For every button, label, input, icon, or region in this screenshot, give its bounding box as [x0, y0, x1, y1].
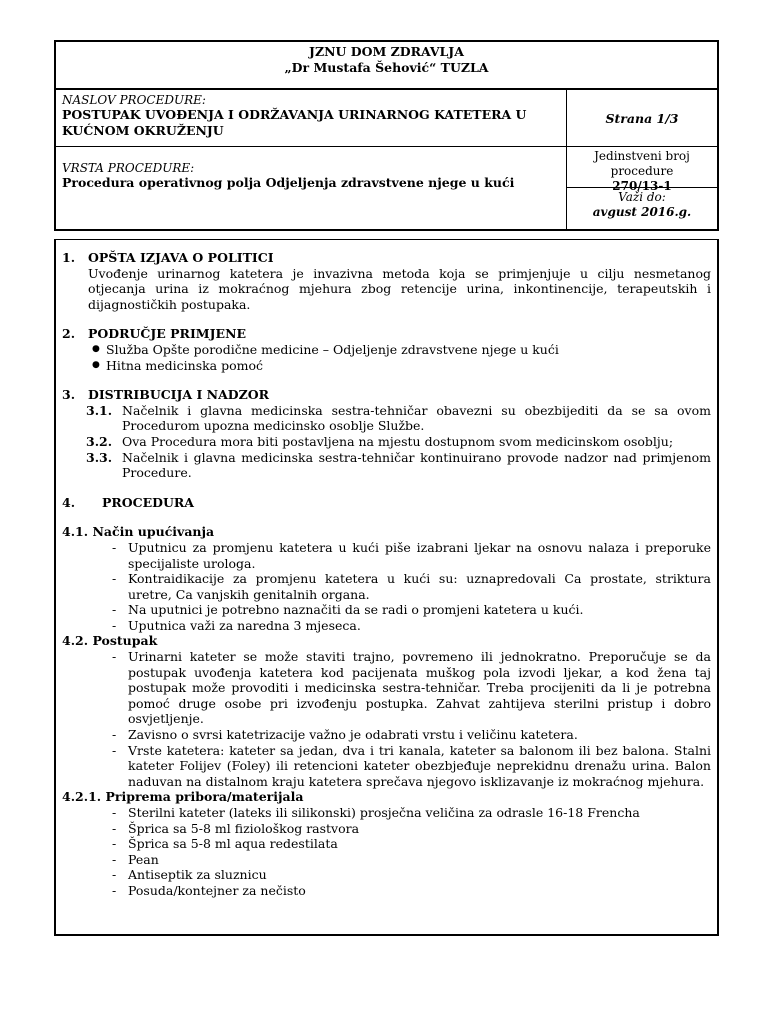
valid-label: Važi do: — [618, 190, 666, 204]
section-3 — [62, 387, 711, 481]
list-item: - Uputnicu za promjenu katetera u kući piše izabrani ljekar na osnovu nalaza i preporuke specijaliste urologa. — [112, 539, 711, 571]
org-subname: „Dr Mustafa Šehović“ TUZLA — [284, 60, 489, 75]
type-cell — [56, 147, 567, 229]
subsection-4-2-title: 4.2. Postupak — [62, 633, 158, 649]
section-2-title: PODRUČJE PRIMJENE — [88, 326, 247, 342]
subsection-4-2-1-title: 4.2.1. Priprema pribora/materijala — [62, 789, 304, 805]
id-label: Jedinstveni broj procedure — [594, 149, 690, 178]
title-label: NASLOV PROCEDURE: — [62, 93, 206, 107]
type-row — [56, 147, 717, 229]
valid-cell — [567, 188, 717, 222]
section-4 — [62, 495, 711, 899]
section-4-heading: 4. PROCEDURA — [62, 494, 194, 510]
document-page — [54, 40, 718, 936]
list-item: - Vrste katetera: kateter sa jedan, dva i tri kanala, kateter sa balonom ili bez balona. Stalni kateter Folijev (Foley) ili retencioni kateter obezbjeđuje neprekidnu drenažu urina. Balon naduvan na distalnom kraju katetera sprečava njegovo isklizavanje iz mokraćnog mjehura. — [112, 742, 711, 789]
list-item: 3.2. Ova Procedura mora biti postavljena na mjestu dostupnom svom medicinskom osoblju; — [86, 433, 674, 449]
meta-cell — [567, 147, 717, 229]
section-1-title: OPŠTA IZJAVA O POLITICI — [88, 250, 274, 265]
list-item: - Sterilni kateter (lateks ili silikonski) prosječna veličina za odrasle 16-18 Frencha — [112, 805, 640, 820]
section-1 — [62, 250, 711, 312]
title-row — [56, 90, 717, 147]
procedure-type: Procedura operativnog polja Odjeljenja zdravstvene njege u kući — [62, 175, 515, 190]
list-item: 3.3. Načelnik i glavna medicinska sestra-tehničar kontinuirano provode nadzor nad primjenom Procedure. — [86, 449, 711, 481]
list-item: - Uputnica važi za naredna 3 mjeseca. — [112, 617, 361, 633]
list-item: - Pean — [112, 851, 159, 867]
title-cell — [56, 90, 567, 146]
type-label: VRSTA PROCEDURE: — [62, 161, 195, 175]
bullet-icon: ● — [92, 343, 100, 354]
organization-header — [56, 42, 717, 90]
id-value: 270/13-1 — [612, 179, 672, 193]
list-item: 3.1. Načelnik i glavna medicinska sestra-tehničar obavezni su obezbijediti da se sa ovom Procedurom upozna medicinsko osoblje Službe. — [86, 402, 711, 434]
id-cell — [567, 147, 717, 193]
list-item: - Antiseptik za sluznicu — [112, 867, 267, 883]
org-name: JZNU DOM ZDRAVLJA — [309, 44, 464, 59]
list-item: ● Hitna medicinska pomoć — [92, 357, 264, 373]
list-item: - Na uputnici je potrebno naznačiti da se radi o promjeni katetera u kući. — [112, 602, 584, 618]
section-3-heading: 3. DISTRIBUCIJA I NADZOR — [62, 387, 270, 403]
section-2-heading: 2. PODRUČJE PRIMJENE — [62, 326, 247, 342]
list-item: - Šprica sa 5-8 ml fiziološkog rastvora — [112, 820, 360, 836]
list-item: - Kontraidikacije za promjenu katetera u kući su: uznapredovali Ca prostate, striktura uretre, Ca vanjskih genitalnih organa. — [112, 571, 711, 602]
header-table — [54, 40, 719, 231]
section-2 — [62, 326, 711, 373]
list-item: ● Služba Opšte porodične medicine – Odjeljenje zdravstvene njege u kući — [92, 341, 559, 357]
section-4-title: PROCEDURA — [102, 494, 194, 510]
list-item: - Zavisno o svrsi katetrizacije važno je odabrati vrstu i veličinu katetera. — [112, 727, 578, 743]
subsection-4-1-title: 4.1. Način upućivanja — [62, 524, 215, 540]
page-number: Strana 1/3 — [605, 110, 679, 126]
section-3-title: DISTRIBUCIJA I NADZOR — [88, 387, 270, 403]
bullet-icon: ● — [92, 359, 100, 370]
valid-value: avgust 2016.g. — [592, 205, 692, 219]
page-number-cell — [567, 90, 717, 146]
section-1-text: Uvođenje urinarnog katetera je invazivna metoda koja se primjenjuje u cilju nesmetanog otjecanja urina iz mokraćnog mjehura zbog retencije urina, inkontinencije, terapeutskih i dijagnostičkih postupaka. — [88, 265, 711, 312]
list-item: - Posuda/kontejner za nečisto — [112, 882, 306, 898]
list-item: - Urinarni kateter se može staviti trajno, povremeno ili jednokratno. Preporučuje se da postupak uvođenja katetera kod pacijenata muškog pola izvodi ljekar, a kod žena taj postupak može provoditi i medicinska sestra-tehničar. Treba procijeniti da li je potrebna pomoć druge osobe pri izvođenju postupka. Zahvat zahtijeva sterilni pristup i dobro osvjetljenje. — [112, 649, 711, 727]
document-body — [54, 239, 719, 936]
procedure-title: POSTUPAK UVOĐENJA I ODRŽAVANJA URINARNOG KATETERA U KUĆNOM OKRUŽENJU — [62, 107, 527, 138]
list-item: - Šprica sa 5-8 ml aqua redestilata — [112, 836, 338, 852]
section-1-heading: 1. OPŠTA IZJAVA O POLITICI — [62, 250, 274, 265]
